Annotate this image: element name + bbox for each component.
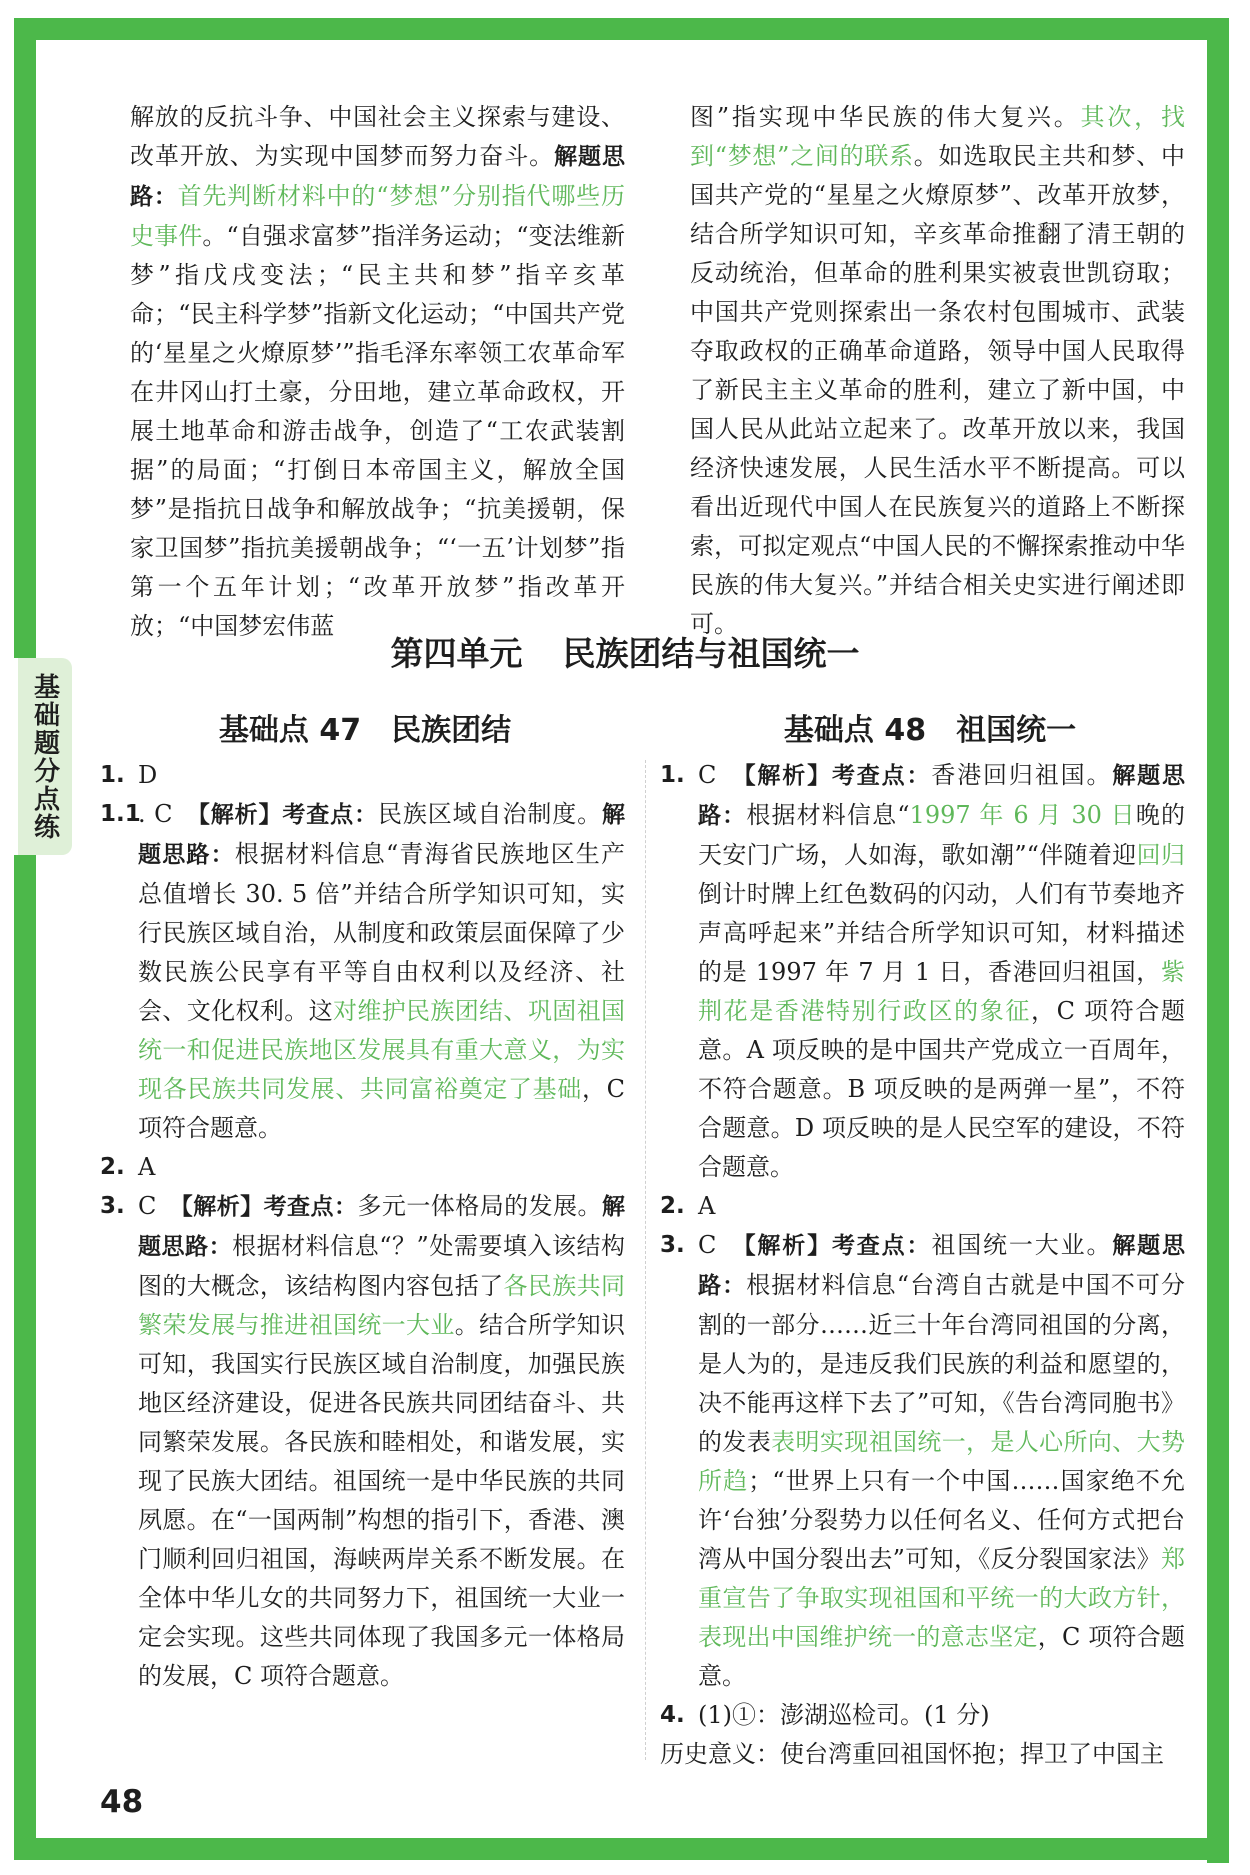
text: 香港回归祖国。 [931, 761, 1113, 789]
text: ，C 项符合题意。 [138, 1075, 625, 1142]
highlight-text: 首先判断材料中的“梦想”分别指代哪些历史事件 [130, 182, 626, 250]
section-48-answers [660, 756, 1185, 1774]
unit-name: 民族团结与祖国统一 [562, 634, 860, 673]
answer: A [698, 1192, 716, 1220]
top-right-paragraph [690, 98, 1185, 644]
text: 根据材料信息“青海省民族地区生产总值增长 30. 5 倍”并结合所学知识可知，实行民族区域自治，从制度和政策层面保障了少数民族公民享有平等自由权利以及经济、社会、文化权利。这 [138, 840, 626, 1025]
answer-continuation [660, 1735, 1185, 1774]
highlight-text: 回归 [1136, 841, 1185, 869]
question-number: 2. [660, 1193, 685, 1219]
text: 。如选取民主共和梦、中国共产党的“星星之火燎原梦”、改革开放梦，结合所学知识可知，辛亥革命推翻了清王朝的反动统治，但革命的胜利果实被袁世凯窃取；中国共产党则探索出一条农村包围城市、武装夺取政权的正确革命道路，领导中国人民取得了新民主主义革命的胜利，建立了新中国，中国人民从此站立起来了。改革开放以来，我国经济快速发展，人民生活水平不断提高。可以看出近现代中国人在民族复兴的道路上不断探索，可拟定观点“中国人民的不懈探索推动中华民族的伟大复兴。”并结合相关史实进行阐述即可。 [690, 142, 1185, 638]
answer-item [100, 1148, 625, 1187]
text: ；“世界上只有一个中国……国家绝不允许‘台独’分裂势力以任何名义、任何方式把台湾从中国分裂出去”可知，《反分裂国家法》 [698, 1467, 1185, 1573]
unit-title [0, 628, 1250, 675]
keyword: 解题思路： [698, 1233, 1186, 1299]
page-number: 48 [100, 1784, 144, 1820]
text: 晚的天安门广场，人如海，歌如潮”“伴随着迎 [698, 801, 1186, 869]
keyword: 【解析】考查点： [181, 1194, 358, 1220]
answer-item [660, 1187, 1185, 1226]
answer-item [660, 1696, 1185, 1735]
keyword: 【解析】考查点： [198, 802, 378, 828]
answer: . C [138, 800, 199, 828]
question-number: 1.1 [100, 801, 141, 827]
text: 祖国统一大业。 [931, 1231, 1113, 1259]
answer-item [100, 795, 625, 1148]
question-number: 1. [100, 762, 125, 788]
highlight-text: 紫荆花是香港特别行政区的象征 [698, 958, 1185, 1025]
text: 图”指实现中华民族的伟大复兴。 [690, 103, 1081, 131]
keyword: 解题思路： [138, 1194, 625, 1260]
text: ，C 项符合题意。 [698, 1623, 1185, 1690]
page-frame-right [1207, 18, 1229, 1863]
highlight-text: 郑重宣告了争取实现祖国和平统一的大政方针，表现出中国维护统一的意志坚定 [698, 1545, 1185, 1651]
question-number: 4. [660, 1702, 685, 1728]
side-tab-label: 基础题分点练 [29, 672, 60, 841]
keyword: 解题思路： [698, 763, 1186, 829]
answer: C [698, 761, 745, 789]
answer: C [138, 1192, 182, 1220]
top-right-column [690, 98, 1185, 644]
keyword: 【解析】考查点： [744, 763, 932, 789]
question-number: 3. [660, 1232, 685, 1258]
section-title-48: 基础点 48 祖国统一 [783, 713, 1077, 748]
page-frame-left-bottom [14, 855, 36, 1860]
keyword: 解题思路： [130, 144, 626, 210]
text: 历史意义：使台湾重回祖国怀抱；捍卫了中国主 [660, 1740, 1164, 1768]
answer: (1)①：澎湖巡检司。(1 分) [698, 1701, 990, 1729]
text: 多元一体格局的发展。 [357, 1192, 602, 1220]
text: 民族区域自治制度。 [377, 800, 603, 828]
question-number: 3. [100, 1193, 125, 1219]
answer-item [100, 1187, 625, 1696]
highlight-text: 表明实现祖国统一，是人心所向、大势所趋 [698, 1428, 1186, 1495]
top-left-column [130, 98, 625, 646]
page-frame-top [14, 18, 1229, 40]
answer: C [698, 1231, 745, 1259]
text: 根据材料信息“ [746, 801, 910, 829]
keyword: 解题思路： [138, 802, 626, 868]
text: 根据材料信息“台湾自古就是中国不可分割的一部分……近三十年台湾同祖国的分离，是人为的，是违反我们民族的利益和愿望的，决不能再这样下去了”可知，《告台湾同胞书》的发表 [698, 1271, 1185, 1456]
text: 倒计时牌上红色数码的闪动，人们有节奏地齐声高呼起来”并结合所学知识可知，材料描述的是 1997 年 7 月 1 日，香港回归祖国， [698, 880, 1185, 986]
answer-item [100, 756, 625, 795]
text: ，C 项符合题意。A 项反映的是中国共产党成立一百周年，不符合题意。B 项反映的是两弹一星”，不符合题意。D 项反映的是人民空军的建设，不符合题意。 [698, 997, 1186, 1181]
highlight-text: 各民族共同繁荣发展与推进祖国统一大业 [138, 1272, 626, 1339]
question-number: 2. [100, 1154, 125, 1180]
text: 。“自强求富梦”指洋务运动；“变法维新梦”指戊戌变法；“民主共和梦”指辛亥革命；“民主科学梦”指新文化运动；“中国共产党的‘星星之火燎原梦’”指毛泽东率领工农革命军在井冈山打土豪，分田地，建立革命政权，开展土地革命和游击战争，创造了“工农武装割据”的局面；“打倒日本帝国主义，解放全国梦”是指抗日战争和解放战争；“抗美援朝，保家卫国梦”指抗美援朝战争；“‘一五’计划梦”指第一个五年计划；“改革开放梦”指改革开放；“中国梦宏伟蓝 [130, 222, 625, 640]
text: 解放的反抗斗争、中国社会主义探索与建设、改革开放、为实现中国梦而努力奋斗。 [130, 103, 625, 170]
section-title-47: 基础点 47 民族团结 [218, 713, 512, 748]
side-tab [18, 658, 72, 855]
text: 根据材料信息“？”处需要填入该结构图的大概念，该结构图内容包括了 [138, 1232, 625, 1300]
section-47-answers [100, 756, 625, 1696]
top-left-paragraph [130, 98, 625, 646]
keyword: 【解析】考查点： [744, 1233, 932, 1259]
page-frame-left-top [14, 18, 36, 658]
highlight-text: 1997 年 6 月 30 日 [909, 801, 1136, 829]
answer-item [660, 1226, 1185, 1696]
answer: A [138, 1153, 156, 1181]
answer-item [660, 756, 1185, 1187]
text: 。结合所学知识可知，我国实行民族区域自治制度，加强民族地区经济建设，促进各民族共同团结奋斗、共同繁荣发展。各民族和睦相处，和谐发展，实现了民族大团结。祖国统一是中华民族的共同夙愿。在“一国两制”构想的指引下，香港、澳门顺利回归祖国，海峡两岸关系不断发展。在全体中华儿女的共同努力下，祖国统一大业一定会实现。这些共同体现了我国多元一体格局的发展，C 项符合题意。 [138, 1311, 626, 1690]
answer: D [138, 761, 158, 789]
unit-number: 第四单元 [390, 634, 523, 673]
question-number: 1. [660, 762, 685, 788]
column-divider [645, 760, 646, 1760]
page-frame-bottom [14, 1838, 1229, 1860]
highlight-text: 其次，找到“梦想”之间的联系 [690, 103, 1185, 170]
highlight-text: 对维护民族团结、巩固祖国统一和促进民族地区发展具有重大意义，为实现各民族共同发展、共同富裕奠定了基础 [138, 997, 626, 1103]
